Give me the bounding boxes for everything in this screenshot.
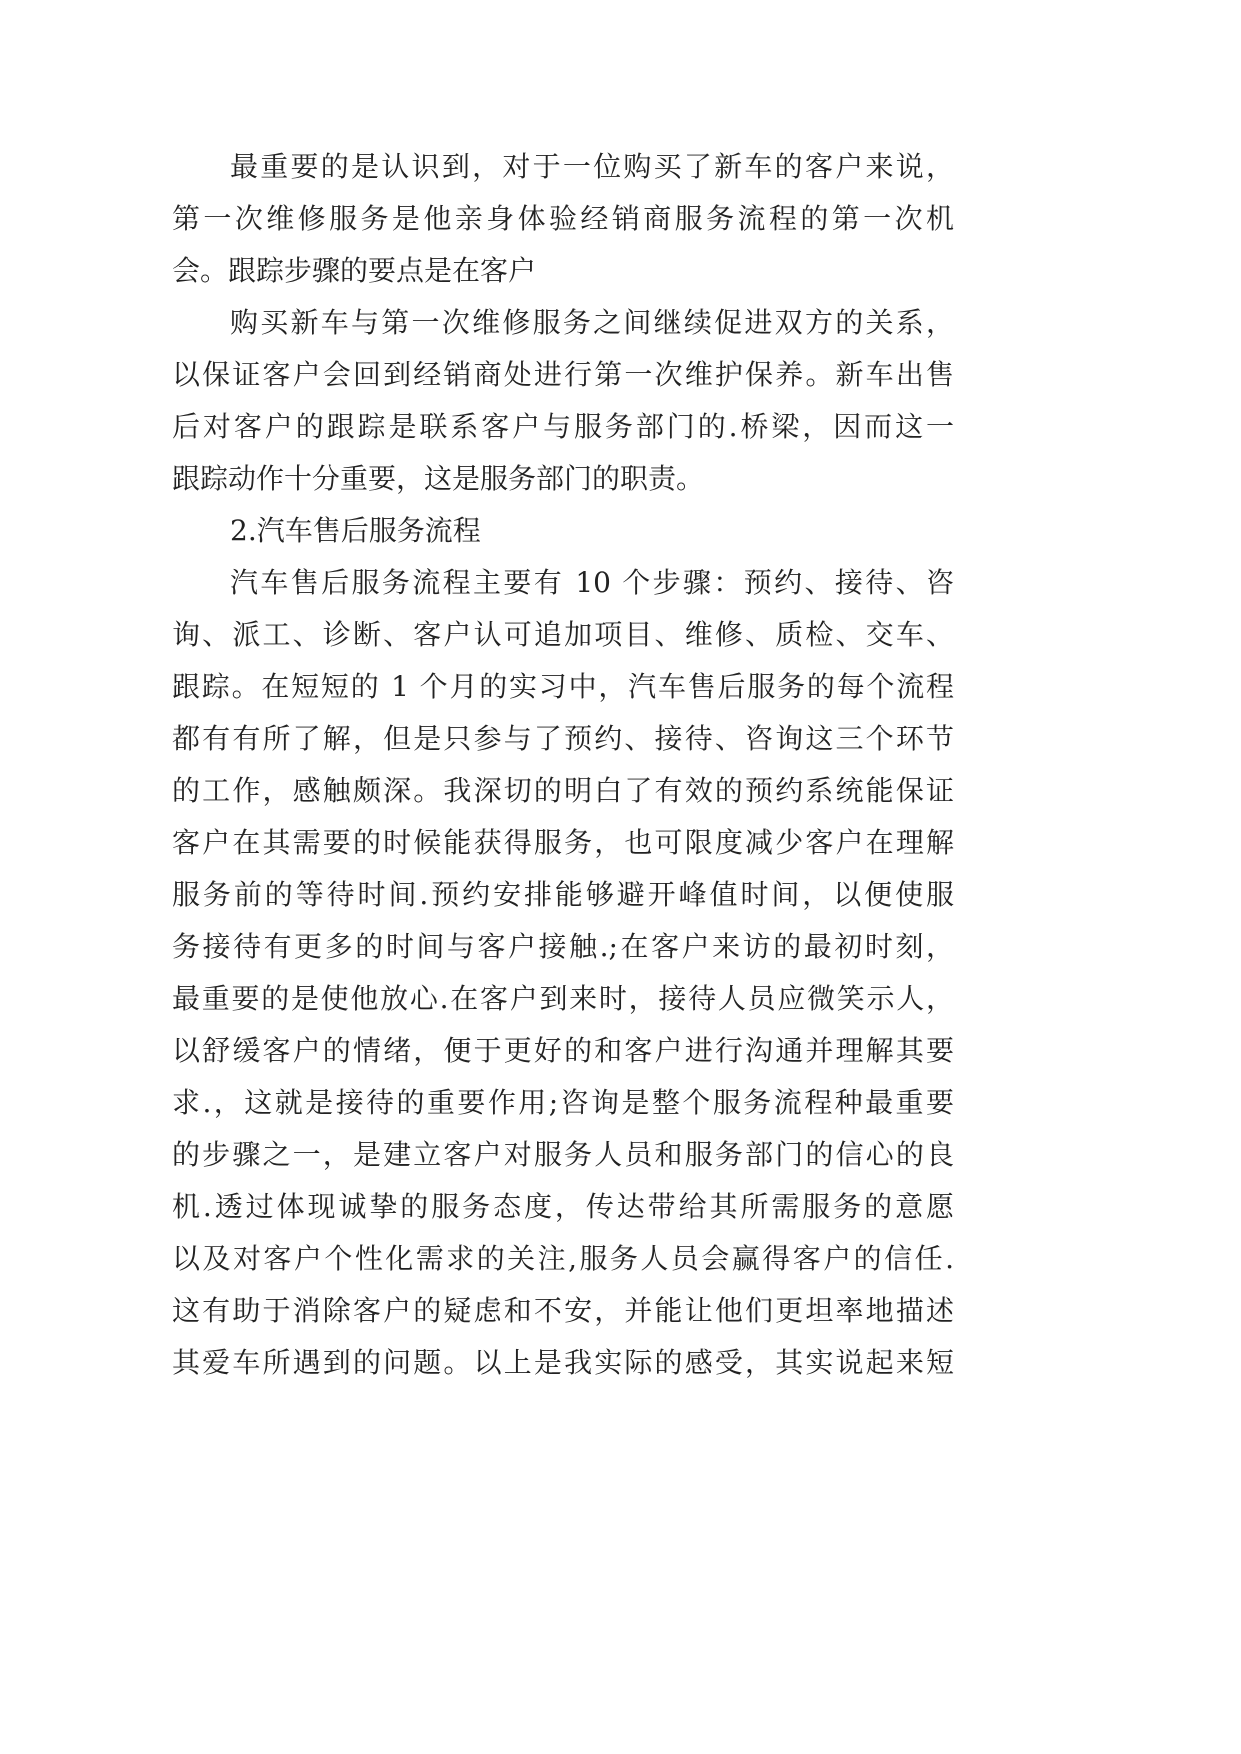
text-line: 客户在其需要的时候能获得服务，也可限度减少客户在理解 xyxy=(172,826,954,859)
text-line: 服务前的等待时间.预约安排能够避开峰值时间，以便使服 xyxy=(172,878,954,911)
text-line: 其爱车所遇到的问题。以上是我实际的感受，其实说起来短 xyxy=(172,1346,954,1379)
text-line: 这有助于消除客户的疑虑和不安，并能让他们更坦率地描述 xyxy=(172,1294,954,1327)
text-line: 汽车售后服务流程主要有 10 个步骤：预约、接待、咨 xyxy=(230,566,954,599)
text-line: 跟踪动作十分重要，这是服务部门的职责。 xyxy=(172,462,705,495)
text-line: 以及对客户个性化需求的关注,服务人员会赢得客户的信任. xyxy=(172,1242,954,1275)
text-line: 最重要的是使他放心.在客户到来时，接待人员应微笑示人， xyxy=(172,982,954,1015)
text-line: 跟踪。在短短的 1 个月的实习中，汽车售后服务的每个流程 xyxy=(172,670,954,703)
text-line: 以保证客户会回到经销商处进行第一次维护保养。新车出售 xyxy=(172,358,954,391)
text-line: 的工作，感触颇深。我深切的明白了有效的预约系统能保证 xyxy=(172,774,954,807)
text-line: 务接待有更多的时间与客户接触.;在客户来访的最初时刻， xyxy=(172,930,954,963)
text-line: 购买新车与第一次维修服务之间继续促进双方的关系， xyxy=(230,306,954,339)
text-line: 求.，这就是接待的重要作用;咨询是整个服务流程种最重要 xyxy=(172,1086,954,1119)
text-line: 最重要的是认识到，对于一位购买了新车的客户来说， xyxy=(230,150,954,183)
text-line: 会。跟踪步骤的要点是在客户 xyxy=(172,254,537,287)
text-line: 后对客户的跟踪是联系客户与服务部门的.桥梁，因而这一 xyxy=(172,410,954,443)
text-line: 都有有所了解，但是只参与了预约、接待、咨询这三个环节 xyxy=(172,722,954,755)
text-line: 第一次维修服务是他亲身体验经销商服务流程的第一次机 xyxy=(172,202,954,235)
section-heading: 2.汽车售后服务流程 xyxy=(230,514,481,547)
text-line: 以舒缓客户的情绪，便于更好的和客户进行沟通并理解其要 xyxy=(172,1034,954,1067)
text-line: 机.透过体现诚挚的服务态度，传达带给其所需服务的意愿 xyxy=(172,1190,954,1223)
text-line: 的步骤之一，是建立客户对服务人员和服务部门的信心的良 xyxy=(172,1138,954,1171)
text-line: 询、派工、诊断、客户认可追加项目、维修、质检、交车、 xyxy=(172,618,954,651)
body-text xyxy=(172,141,954,1389)
